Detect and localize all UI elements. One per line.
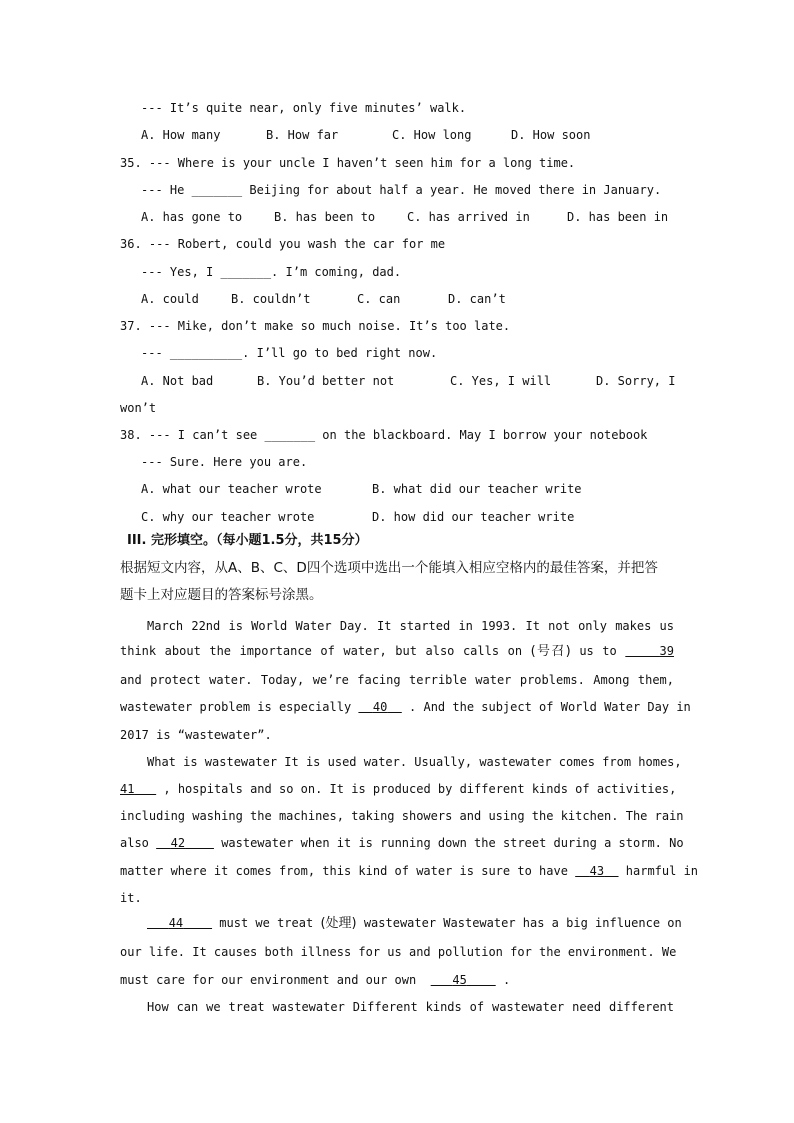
q38-option-c: C. why our teacher wrote xyxy=(141,510,315,524)
q36-option-d: D. can’t xyxy=(448,292,506,306)
blank-39[interactable]: 39 xyxy=(659,644,674,658)
q37-answer-line: --- __________. I’ll go to bed right now. xyxy=(141,346,438,360)
q36-answer-line: --- Yes, I _______. I’m coming, dad. xyxy=(141,265,402,279)
passage-line: 2017 is “wastewater”. xyxy=(120,728,272,742)
passage-line: think about the importance of water, but also calls on (号召) us to 39 xyxy=(120,644,674,659)
q37-question: 37. --- Mike, don’t make so much noise. It’s too late. xyxy=(120,319,511,333)
blank-41[interactable]: 41 xyxy=(120,782,135,796)
q35-answer-line: --- He _______ Beijing for about half a year. He moved there in January. xyxy=(141,183,662,197)
passage-line: and protect water. Today, we’re facing terrible water problems. Among them, xyxy=(120,673,674,687)
blank-40[interactable]: 40 xyxy=(372,700,388,714)
section-instruction-line-2: 题卡上对应题目的答案标号涂黑。 xyxy=(120,587,323,603)
q38-option-b: B. what did our teacher write xyxy=(372,482,582,496)
q35-option-a: A. has gone to xyxy=(141,210,243,224)
passage-line: wastewater problem is especially 40 . And the subject of World Water Day in xyxy=(120,700,691,714)
q36-option-c: C. can xyxy=(357,292,401,306)
passage-line: our life. It causes both illness for us and pollution for the environment. We xyxy=(120,945,677,959)
section-instruction-line-1: 根据短文内容，从A、B、C、D四个选项中选出一个能填入相应空格内的最佳答案，并把答 xyxy=(120,560,658,576)
q37-option-d: D. Sorry, I xyxy=(596,374,676,388)
q38-option-d: D. how did our teacher write xyxy=(372,510,575,524)
q38-answer-line: --- Sure. Here you are. xyxy=(141,455,308,469)
q38-question: 38. --- I can’t see _______ on the blackboard. May I borrow your notebook xyxy=(120,428,648,442)
passage-line: matter where it comes from, this kind of water is sure to have 43 harmful in xyxy=(120,864,699,878)
passage-line: including washing the machines, taking showers and using the kitchen. The rain xyxy=(120,809,684,823)
q37-option-b: B. You’d better not xyxy=(257,374,395,388)
q38-option-a: A. what our teacher wrote xyxy=(141,482,322,496)
passage-line: March 22nd is World Water Day. It started in 1993. It not only makes us xyxy=(147,619,674,633)
passage-line: must care for our environment and our own 45 . xyxy=(120,973,511,987)
q37-option-c: C. Yes, I will xyxy=(450,374,552,388)
passage-line: What is wastewater It is used water. Usually, wastewater comes from homes, xyxy=(147,755,682,769)
q34-option-d: D. How soon xyxy=(511,128,591,142)
q34-option-c: C. How long xyxy=(392,128,472,142)
passage-line: 41 , hospitals and so on. It is produced by different kinds of activities, xyxy=(120,782,677,796)
q34-answer-line: --- It’s quite near, only five minutes’ walk. xyxy=(141,101,467,115)
q34-option-b: B. How far xyxy=(266,128,339,142)
q36-option-a: A. could xyxy=(141,292,199,306)
q37-option-a: A. Not bad xyxy=(141,374,214,388)
passage-line: 44 must we treat (处理) wastewater Wastewater has a big influence on xyxy=(147,915,674,932)
passage-line: How can we treat wastewater Different kinds of wastewater need different xyxy=(147,1000,674,1014)
q36-option-b: B. couldn’t xyxy=(231,292,311,306)
blank-42[interactable]: 42 xyxy=(170,836,186,850)
passage-line: it. xyxy=(120,891,142,905)
blank-43[interactable]: 43 xyxy=(589,864,605,878)
q35-option-d: D. has been in xyxy=(567,210,669,224)
q35-option-b: B. has been to xyxy=(274,210,376,224)
q35-option-c: C. has arrived in xyxy=(407,210,530,224)
q37-option-d-wrap: won’t xyxy=(120,401,157,415)
section-heading: III. 完形填空。（每小题1.5分，共15分） xyxy=(127,533,368,548)
blank-45[interactable]: 45 xyxy=(452,973,467,987)
q34-option-a: A. How many xyxy=(141,128,221,142)
passage-line: also 42 wastewater when it is running down the street during a storm. No xyxy=(120,836,684,850)
q35-question: 35. --- Where is your uncle I haven’t seen him for a long time. xyxy=(120,156,576,170)
q36-question: 36. --- Robert, could you wash the car for me xyxy=(120,237,446,251)
blank-44[interactable]: 44 xyxy=(168,916,184,930)
